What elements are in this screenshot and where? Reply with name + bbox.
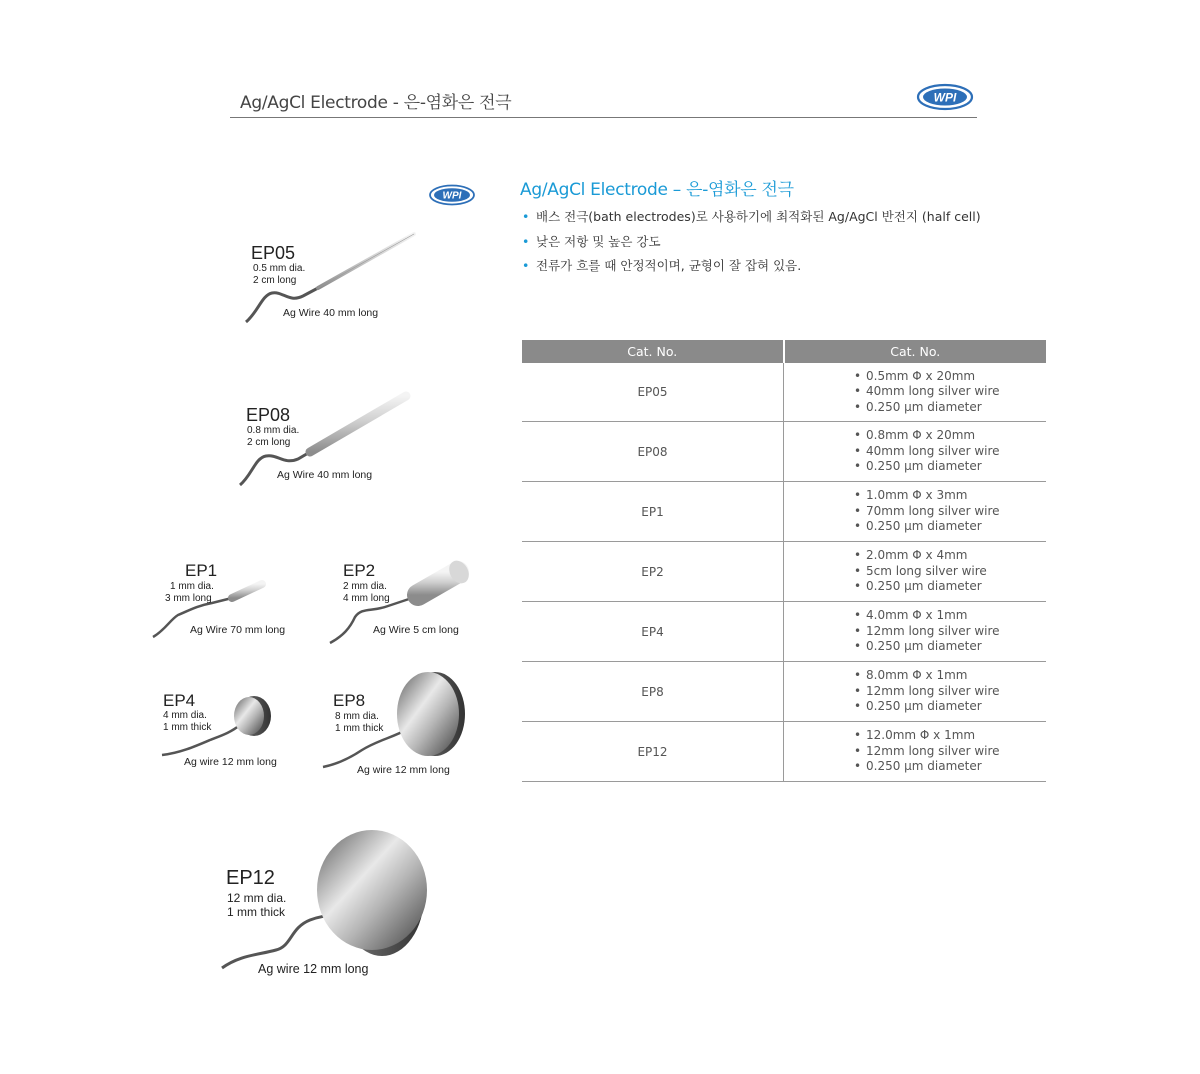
figure-label: 12 mm dia. bbox=[227, 891, 287, 905]
table-row bbox=[522, 482, 1046, 542]
spec-list bbox=[854, 728, 1046, 775]
spec-item: • 0.8mm Φ x 20mm bbox=[854, 428, 1046, 444]
column-header-cat-no: Cat. No. bbox=[522, 340, 784, 363]
spec-list bbox=[854, 608, 1046, 655]
table-row bbox=[522, 662, 1046, 722]
spec-cell bbox=[784, 482, 1047, 542]
spec-list bbox=[854, 668, 1046, 715]
spec-item: • 12mm long silver wire bbox=[854, 684, 1046, 700]
spec-item: • 12mm long silver wire bbox=[854, 624, 1046, 640]
feature-item: • 전류가 흐를 때 안정적이며, 균형이 잘 잡혀 있음. bbox=[522, 256, 981, 281]
spec-table bbox=[522, 340, 1046, 782]
spec-item: • 0.250 μm diameter bbox=[854, 759, 1046, 775]
spec-cell bbox=[784, 722, 1047, 782]
spec-item: • 2.0mm Φ x 4mm bbox=[854, 548, 1046, 564]
column-header-specs: Cat. No. bbox=[784, 340, 1047, 363]
table-row bbox=[522, 542, 1046, 602]
figure-label: EP4 bbox=[163, 691, 196, 710]
spec-item: • 0.250 μm diameter bbox=[854, 400, 1046, 416]
spec-item: • 12mm long silver wire bbox=[854, 744, 1046, 760]
figure-label: 0.5 mm dia. bbox=[253, 263, 306, 274]
figure-label: 4 mm long bbox=[343, 593, 390, 604]
spec-item: • 12.0mm Φ x 1mm bbox=[854, 728, 1046, 744]
figure-label: EP12 bbox=[226, 867, 275, 889]
table-row bbox=[522, 422, 1046, 482]
spec-item: • 0.250 μm diameter bbox=[854, 579, 1046, 595]
figure-label: EP1 bbox=[185, 561, 218, 580]
figure-label: Ag Wire 5 cm long bbox=[373, 624, 459, 636]
spec-item: • 40mm long silver wire bbox=[854, 444, 1046, 460]
figure-label: EP05 bbox=[251, 243, 296, 263]
spec-cell bbox=[784, 542, 1047, 602]
bullet-icon: • bbox=[522, 258, 530, 273]
cat-no-cell: EP2 bbox=[522, 542, 784, 602]
figure-label: EP8 bbox=[333, 691, 366, 710]
figure-label: Ag Wire 40 mm long bbox=[277, 469, 373, 481]
figure-label: 1 mm thick bbox=[335, 723, 384, 734]
ep08-illustration bbox=[240, 396, 406, 485]
cat-no-cell: EP4 bbox=[522, 602, 784, 662]
spec-item: • 0.250 μm diameter bbox=[854, 639, 1046, 655]
page-title: Ag/AgCl Electrode - 은-염화은 전극 bbox=[240, 93, 512, 113]
cat-no-cell: EP05 bbox=[522, 363, 784, 422]
product-illustrations bbox=[0, 0, 500, 1074]
spec-cell bbox=[784, 363, 1047, 422]
figure-label: 2 cm long bbox=[253, 275, 297, 286]
ep2-illustration bbox=[330, 557, 473, 643]
cat-no-cell: EP12 bbox=[522, 722, 784, 782]
figure-label: EP2 bbox=[343, 561, 376, 580]
section-heading: Ag/AgCl Electrode – 은-염화은 전극 bbox=[520, 180, 794, 200]
figure-label: 8 mm dia. bbox=[335, 711, 379, 722]
figure-label: 3 mm long bbox=[165, 593, 212, 604]
bullet-icon: • bbox=[522, 233, 530, 249]
spec-cell bbox=[784, 422, 1047, 482]
spec-item: • 1.0mm Φ x 3mm bbox=[854, 488, 1046, 504]
table-row bbox=[522, 602, 1046, 662]
spec-cell bbox=[784, 602, 1047, 662]
figure-label: 1 mm thick bbox=[163, 722, 212, 733]
wpi-logo-text: WPI bbox=[933, 90, 957, 105]
figure-label: EP08 bbox=[246, 405, 291, 425]
spec-item: • 0.250 μm diameter bbox=[854, 699, 1046, 715]
ep12-illustration bbox=[222, 830, 427, 976]
feature-list bbox=[522, 207, 981, 281]
wpi-logo bbox=[916, 83, 974, 111]
ep1-illustration bbox=[153, 561, 285, 637]
feature-item: • 낮은 저항 및 높은 강도 bbox=[522, 232, 981, 257]
cat-no-cell: EP1 bbox=[522, 482, 784, 542]
ep05-illustration bbox=[246, 234, 414, 322]
figure-label: Ag Wire 70 mm long bbox=[190, 624, 286, 636]
cat-no-cell: EP08 bbox=[522, 422, 784, 482]
spec-item: • 40mm long silver wire bbox=[854, 384, 1046, 400]
figure-label: 4 mm dia. bbox=[163, 710, 207, 721]
spec-list bbox=[854, 428, 1046, 475]
spec-item: • 8.0mm Φ x 1mm bbox=[854, 668, 1046, 684]
figure-label: 2 mm dia. bbox=[343, 581, 387, 592]
wpi-logo-text: WPI bbox=[442, 190, 462, 202]
bullet-icon: • bbox=[522, 209, 530, 224]
spec-cell bbox=[784, 662, 1047, 722]
table-row bbox=[522, 722, 1046, 782]
figure-label: 0.8 mm dia. bbox=[247, 425, 300, 436]
figure-label: Ag wire 12 mm long bbox=[184, 756, 277, 768]
spec-item: • 0.250 μm diameter bbox=[854, 519, 1046, 535]
figure-label: 1 mm dia. bbox=[170, 581, 214, 592]
spec-item: • 0.250 μm diameter bbox=[854, 459, 1046, 475]
spec-list bbox=[854, 369, 1046, 416]
spec-list bbox=[854, 548, 1046, 595]
ep4-illustration bbox=[162, 691, 277, 768]
spec-item: • 70mm long silver wire bbox=[854, 504, 1046, 520]
spec-item: • 4.0mm Φ x 1mm bbox=[854, 608, 1046, 624]
ep8-illustration bbox=[323, 672, 465, 776]
spec-list bbox=[854, 488, 1046, 535]
spec-item: • 5cm long silver wire bbox=[854, 564, 1046, 580]
figure-label: Ag wire 12 mm long bbox=[357, 764, 450, 776]
figure-label: Ag wire 12 mm long bbox=[258, 962, 369, 976]
figure-label: 2 cm long bbox=[247, 437, 291, 448]
feature-item: • 배스 전극(bath electrodes)로 사용하기에 최적화된 Ag/AgCl 반전지 (half cell) bbox=[522, 207, 981, 232]
figure-label: 1 mm thick bbox=[227, 905, 286, 919]
figure-label: Ag Wire 40 mm long bbox=[283, 307, 379, 319]
table-row bbox=[522, 363, 1046, 422]
cat-no-cell: EP8 bbox=[522, 662, 784, 722]
spec-item: • 0.5mm Φ x 20mm bbox=[854, 369, 1046, 385]
